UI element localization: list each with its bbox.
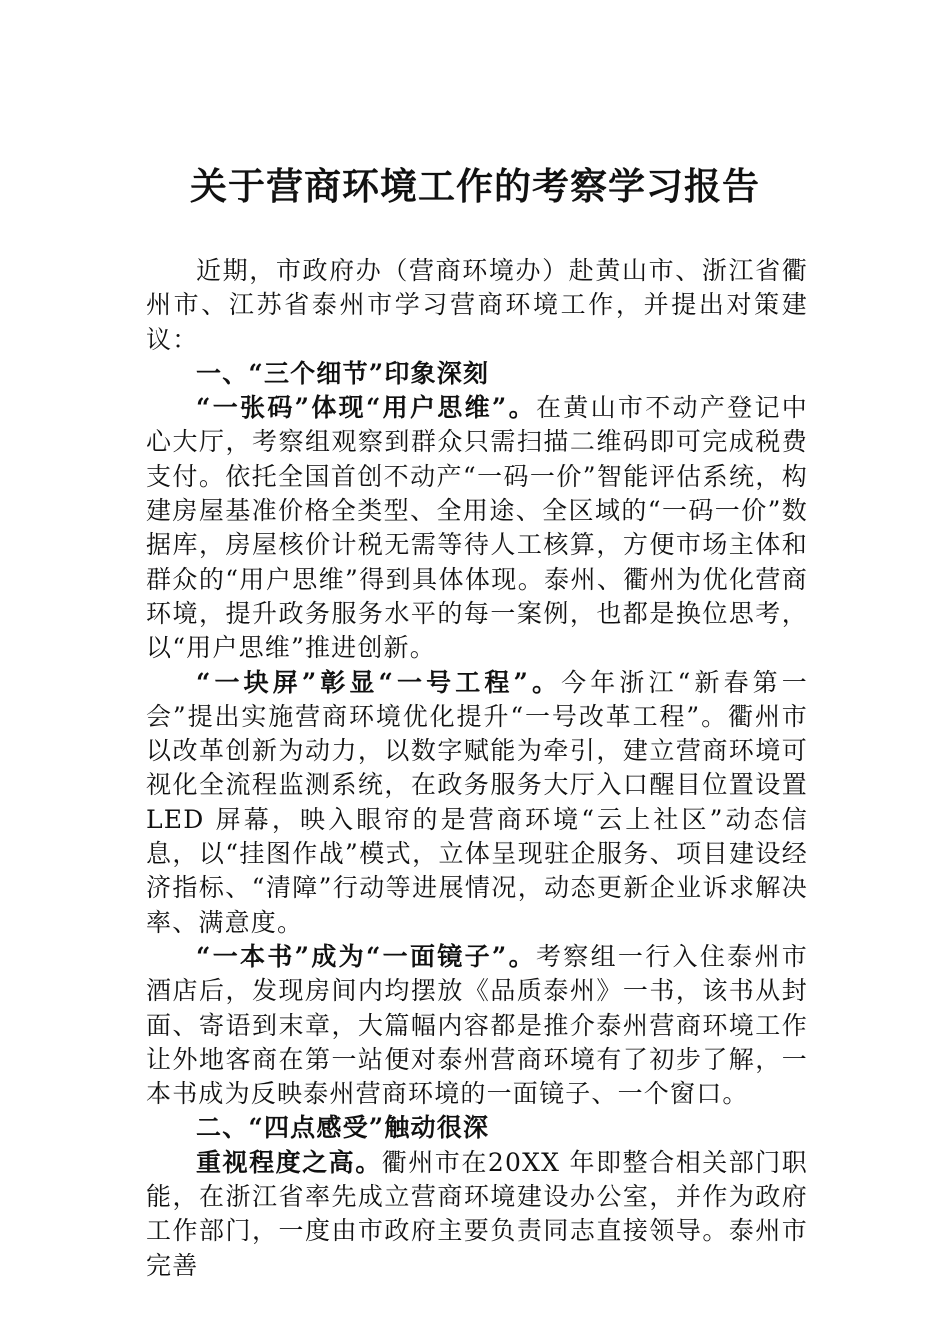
section-heading-2: 二、“四点感受”触动很深	[196, 1113, 490, 1143]
paragraph-one-screen	[146, 666, 808, 940]
section-heading-1: 一、“三个细节”印象深刻	[196, 358, 490, 388]
paragraph-lead: 重视程度之高。	[196, 1147, 382, 1177]
paragraph-text: 在黄山市不动产登记中心大厅，考察组观察到群众只需扫描二维码即可完成税费支付。依托全国首创不动产“一码一价”智能评估系统，构建房屋基准价格全类型、全用途、全区域的“一码一价”数据库，房屋核价计税无需等待人工核算，方便市场主体和群众的“用户思维”得到具体体现。泰州、衢州为优化营商环境，提升政务服务水平的每一案例，也都是换位思考，以“用户思维”推进创新。	[146, 393, 808, 663]
intro-paragraph: 近期，市政府办（营商环境办）赴黄山市、浙江省衢州市、江苏省泰州市学习营商环境工作，并提出对策建议：	[146, 256, 808, 354]
paragraph-text: 衢州市在20XX 年即整合相关部门职能，在浙江省率先成立营商环境建设办公室，并作为政府工作部门，一度由市政府主要负责同志直接领导。泰州市完善	[146, 1147, 808, 1280]
paragraph-lead: “一块屏”彰显“一号工程”。	[196, 667, 562, 697]
paragraph-one-book	[146, 940, 808, 1111]
document-body	[146, 254, 808, 1283]
paragraph-lead: “一张码”体现“用户思维”。	[196, 393, 536, 423]
paragraph-importance	[146, 1146, 808, 1283]
paragraph-one-code	[146, 391, 808, 665]
paragraph-text: 今年浙江“新春第一会”提出实施营商环境优化提升“一号改革工程”。衢州市以改革创新为动力，以数字赋能为牵引，建立营商环境可视化全流程监测系统，在政务服务大厅入口醒目位置设置LED 屏幕，映入眼帘的是营商环境“云上社区”动态信息，以“挂图作战”模式，立体呈现驻企服务、项目建设经济指标、“清障”行动等进展情况，动态更新企业诉求解决率、满意度。	[146, 667, 808, 937]
paragraph-text: 考察组一行入住泰州市酒店后，发现房间内均摆放《品质泰州》一书，该书从封面、寄语到末章，大篇幅内容都是推介泰州营商环境工作让外地客商在第一站便对泰州营商环境有了初步了解，一本书成为反映泰州营商环境的一面镜子、一个窗口。	[146, 941, 808, 1109]
document-title: 关于营商环境工作的考察学习报告	[190, 164, 760, 208]
paragraph-lead: “一本书”成为“一面镜子”。	[196, 941, 536, 971]
